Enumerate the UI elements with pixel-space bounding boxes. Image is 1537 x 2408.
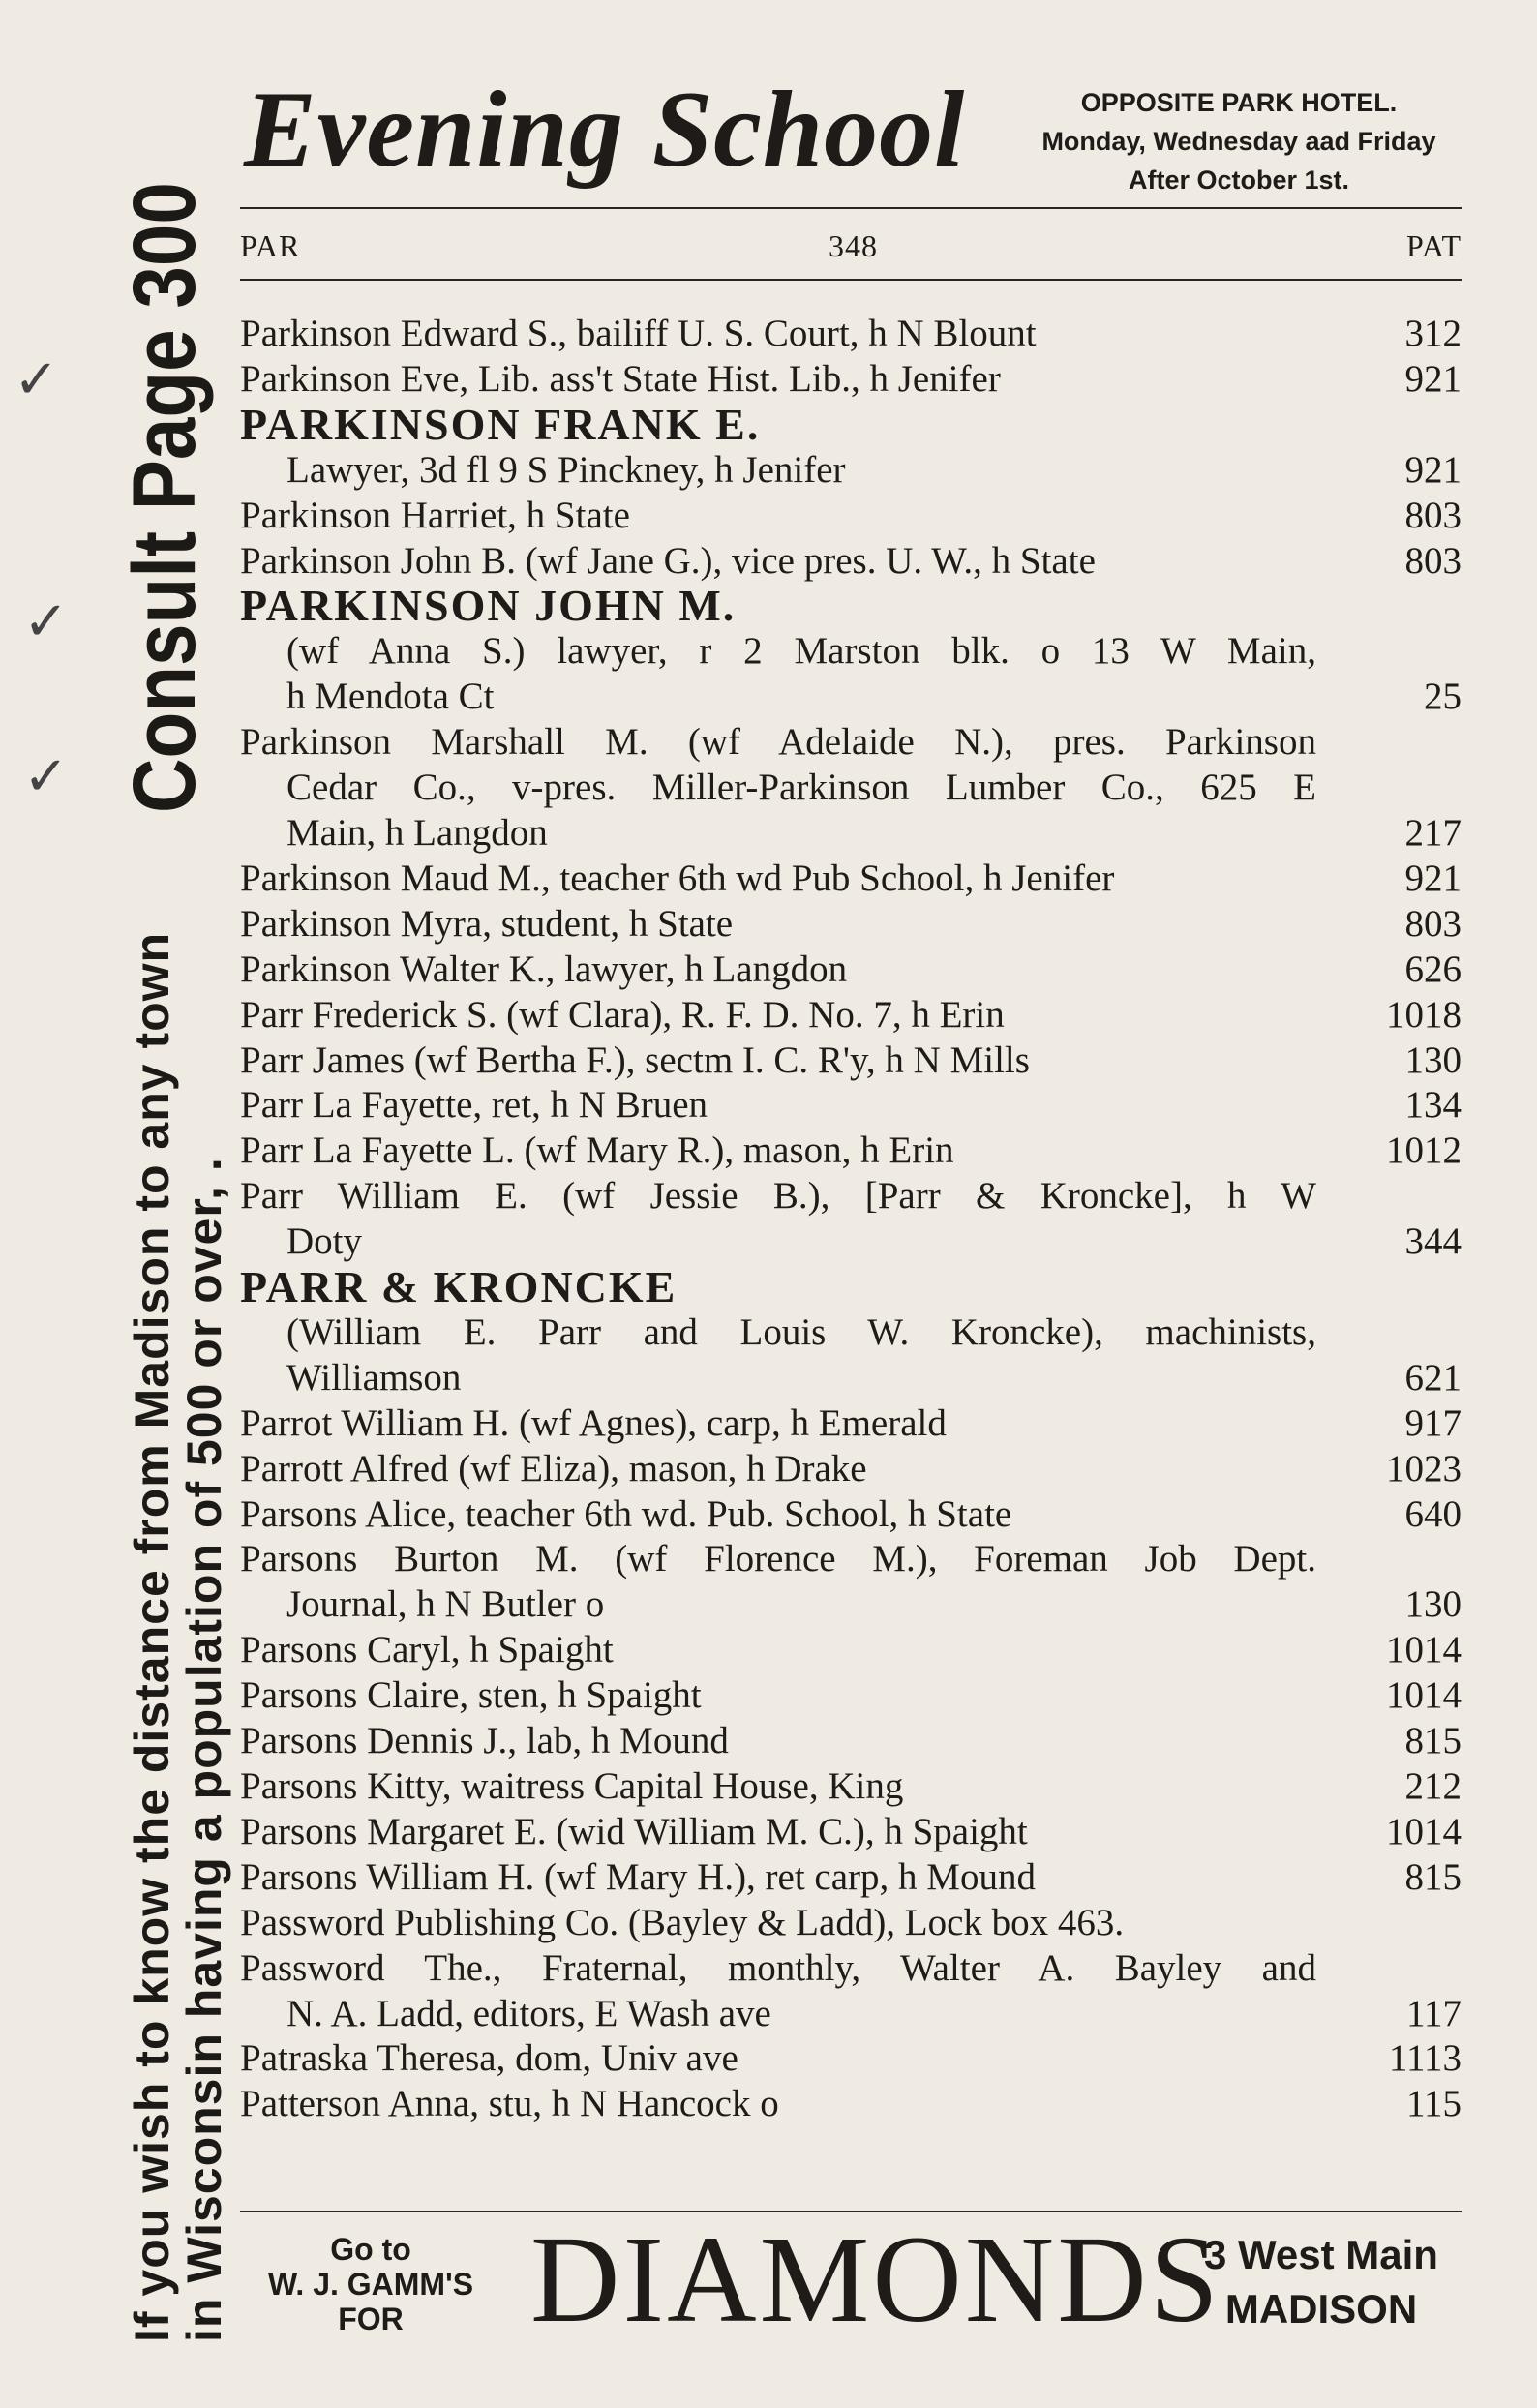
entry-number: 1012 bbox=[1386, 1129, 1462, 1172]
entry-text: Parsons Claire, sten, h Spaight bbox=[240, 1674, 702, 1717]
directory-entry bbox=[240, 1628, 1462, 1673]
entry-line bbox=[240, 1992, 1462, 2037]
directory-entry bbox=[240, 494, 1462, 539]
entry-line bbox=[240, 1356, 1462, 1401]
entry-number: 640 bbox=[1404, 1492, 1462, 1535]
margin-ad-inner: in Wisconsin having a population of 500 or over, . bbox=[177, 1157, 231, 2342]
entry-text: Lawyer, 3d fl 9 S Pinckney, h Jenifer bbox=[286, 448, 846, 491]
header-info bbox=[1016, 83, 1462, 199]
footer-goto bbox=[240, 2232, 501, 2336]
footer-goto-line-1: Go to bbox=[330, 2232, 411, 2267]
entry-number: 917 bbox=[1404, 1401, 1462, 1444]
directory-entry bbox=[240, 2082, 1462, 2127]
entry-number: 921 bbox=[1404, 857, 1462, 899]
directory-entry bbox=[240, 1810, 1462, 1855]
entry-line bbox=[240, 1537, 1462, 1582]
directory-entry bbox=[240, 1855, 1462, 1901]
entry-line bbox=[240, 1719, 1462, 1764]
entry-line bbox=[240, 1310, 1462, 1356]
entry-number: 134 bbox=[1404, 1084, 1462, 1127]
directory-entry bbox=[240, 1174, 1462, 1265]
entry-text: (William E. Parr and Louis W. Kroncke), machinists, bbox=[286, 1310, 1316, 1353]
entry-number: 803 bbox=[1404, 539, 1462, 582]
directory-entry bbox=[240, 1673, 1462, 1719]
entry-text: h Mendota Ct bbox=[286, 676, 495, 718]
entry-text: Parkinson Eve, Lib. ass't State Hist. Lib., h Jenifer bbox=[240, 357, 1001, 400]
entry-text: Parr James (wf Bertha F.), sectm I. C. R'y, h N Mills bbox=[240, 1038, 1030, 1081]
entry-number: 921 bbox=[1404, 357, 1462, 400]
directory-entry bbox=[240, 1083, 1462, 1129]
directory-entry bbox=[240, 357, 1462, 403]
directory-entry bbox=[240, 1262, 1462, 1401]
entry-text: Parr William E. (wf Jessie B.), [Parr & Kroncke], h W bbox=[240, 1175, 1316, 1218]
header-line-1: OPPOSITE PARK HOTEL. bbox=[1080, 88, 1398, 117]
entry-text: PARR & KRONCKE bbox=[240, 1262, 678, 1312]
entry-line bbox=[240, 1810, 1462, 1855]
entry-line bbox=[240, 1673, 1462, 1719]
entry-text: Parkinson John B. (wf Jane G.), vice pres. U. W., h State bbox=[240, 539, 1096, 582]
directory-entry bbox=[240, 2036, 1462, 2082]
page-number: 348 bbox=[829, 228, 878, 263]
directory-entry bbox=[240, 1401, 1462, 1447]
entry-line bbox=[240, 1855, 1462, 1901]
entry-number: 1014 bbox=[1386, 1810, 1462, 1852]
entry-line bbox=[240, 494, 1462, 539]
entry-text: Password The., Fraternal, monthly, Walter A. Bayley and bbox=[240, 1946, 1316, 1989]
entry-number: 217 bbox=[1404, 811, 1462, 854]
entry-line bbox=[240, 1901, 1462, 1946]
entry-number: 130 bbox=[1404, 1038, 1462, 1081]
entry-number: 921 bbox=[1404, 448, 1462, 491]
entry-line bbox=[240, 2036, 1462, 2082]
entry-text: (wf Anna S.) lawyer, r 2 Marston blk. o 13 W Main, bbox=[286, 630, 1316, 673]
running-head-rule bbox=[240, 279, 1462, 281]
entry-number: 130 bbox=[1404, 1583, 1462, 1626]
running-head-right: PAT bbox=[1406, 228, 1462, 263]
entry-text: Parsons Dennis J., lab, h Mound bbox=[240, 1720, 729, 1762]
pencil-check-icon: ✓ bbox=[23, 590, 69, 653]
directory-entry bbox=[240, 1537, 1462, 1628]
header-title: Evening School bbox=[244, 70, 966, 190]
entry-line bbox=[240, 902, 1462, 948]
entry-text: Parkinson Marshall M. (wf Adelaide N.), pres. Parkinson bbox=[240, 721, 1316, 764]
entry-line bbox=[240, 720, 1462, 766]
directory-entry bbox=[240, 948, 1462, 993]
footer-goto-line-2: W. J. GAMM'S bbox=[267, 2267, 474, 2302]
entry-line bbox=[240, 948, 1462, 993]
entry-line bbox=[240, 1764, 1462, 1810]
entry-line bbox=[240, 675, 1462, 720]
entry-line bbox=[240, 1174, 1462, 1219]
entry-text: Parr La Fayette, ret, h N Bruen bbox=[240, 1084, 708, 1127]
entry-text: Journal, h N Butler o bbox=[286, 1583, 605, 1626]
entry-number: 626 bbox=[1404, 948, 1462, 990]
entry-number: 212 bbox=[1404, 1765, 1462, 1807]
entry-number: 1018 bbox=[1386, 993, 1462, 1036]
entry-number: 344 bbox=[1404, 1220, 1462, 1263]
entry-line bbox=[240, 1038, 1462, 1084]
directory-listing bbox=[240, 312, 1462, 2127]
entry-text: Parsons William H. (wf Mary H.), ret carp, h Mound bbox=[240, 1855, 1036, 1898]
entry-line bbox=[240, 1582, 1462, 1628]
entry-text: Parrott Alfred (wf Eliza), mason, h Drake bbox=[240, 1447, 867, 1490]
entry-text: Parr La Fayette L. (wf Mary R.), mason, h Erin bbox=[240, 1129, 954, 1172]
entry-text: Parkinson Harriet, h State bbox=[240, 494, 630, 536]
entry-line bbox=[240, 1129, 1462, 1174]
entry-line bbox=[240, 1401, 1462, 1447]
entry-number: 115 bbox=[1405, 2083, 1462, 2125]
directory-entry bbox=[240, 1901, 1462, 1946]
entry-text: Parsons Burton M. (wf Florence M.), Foreman Job Dept. bbox=[240, 1538, 1316, 1580]
entry-number: 803 bbox=[1404, 902, 1462, 945]
directory-entry bbox=[240, 1719, 1462, 1764]
entry-line bbox=[240, 629, 1462, 675]
directory-entry bbox=[240, 1447, 1462, 1492]
footer-address-line-2: MADISON bbox=[1224, 2286, 1418, 2332]
entry-line bbox=[240, 448, 1462, 494]
entry-number: 1014 bbox=[1386, 1674, 1462, 1717]
directory-entry bbox=[240, 1129, 1462, 1174]
directory-entry bbox=[240, 1038, 1462, 1084]
entry-text: Cedar Co., v-pres. Miller-Parkinson Lumber Co., 625 E bbox=[286, 767, 1316, 809]
entry-line bbox=[240, 1492, 1462, 1538]
entry-text: Main, h Langdon bbox=[286, 811, 548, 854]
entry-text: Parsons Margaret E. (wid William M. C.), h Spaight bbox=[240, 1810, 1028, 1852]
entry-text: Parr Frederick S. (wf Clara), R. F. D. No. 7, h Erin bbox=[240, 993, 1005, 1036]
entry-line bbox=[240, 1628, 1462, 1673]
entry-number: 803 bbox=[1404, 494, 1462, 536]
margin-ad-outer: If you wish to know the distance from Madison to any town bbox=[125, 931, 179, 2342]
footer-diamonds: DIAMONDS bbox=[530, 2211, 1221, 2348]
entry-text: Parsons Kitty, waitress Capital House, King bbox=[240, 1765, 904, 1807]
entry-text: Patterson Anna, stu, h N Hancock o bbox=[240, 2083, 779, 2125]
entry-line bbox=[240, 857, 1462, 902]
entry-line bbox=[240, 357, 1462, 403]
entry-line bbox=[240, 539, 1462, 585]
entry-line bbox=[240, 993, 1462, 1038]
directory-entry bbox=[240, 1492, 1462, 1538]
header-rule bbox=[240, 207, 1462, 209]
directory-entry bbox=[240, 993, 1462, 1038]
entry-text: Williamson bbox=[286, 1356, 462, 1399]
entry-text: Parrot William H. (wf Agnes), carp, h Emerald bbox=[240, 1401, 947, 1444]
entry-text: Parkinson Edward S., bailiff U. S. Court, h N Blount bbox=[240, 313, 1037, 354]
directory-entry bbox=[240, 312, 1462, 357]
entry-number: 1113 bbox=[1388, 2037, 1462, 2080]
directory-entry bbox=[240, 581, 1462, 720]
directory-entry bbox=[240, 902, 1462, 948]
directory-entry bbox=[240, 399, 1462, 494]
entry-text: PARKINSON JOHN M. bbox=[240, 581, 737, 631]
pencil-check-icon: ✓ bbox=[14, 348, 59, 411]
entry-number: 312 bbox=[1404, 313, 1462, 354]
entry-number: 25 bbox=[1424, 676, 1462, 718]
entry-text: Parkinson Walter K., lawyer, h Langdon bbox=[240, 948, 848, 990]
entry-line bbox=[240, 312, 1462, 357]
entry-line bbox=[240, 1946, 1462, 1992]
running-head-left: PAR bbox=[240, 228, 301, 263]
directory-entry bbox=[240, 539, 1462, 585]
entry-text: Patraska Theresa, dom, Univ ave bbox=[240, 2037, 738, 2080]
directory-entry bbox=[240, 1946, 1462, 2037]
entry-number: 117 bbox=[1405, 1992, 1462, 2034]
entry-heading bbox=[240, 581, 1462, 631]
footer-address bbox=[1176, 2228, 1466, 2336]
entry-text: Password Publishing Co. (Bayley & Ladd), Lock box 463. bbox=[240, 1901, 1125, 1943]
entry-number: 815 bbox=[1404, 1855, 1462, 1898]
entry-number: 815 bbox=[1404, 1720, 1462, 1762]
entry-number: 1023 bbox=[1386, 1447, 1462, 1490]
entry-number: 1014 bbox=[1386, 1629, 1462, 1671]
header-line-3: After October 1st. bbox=[1128, 166, 1350, 195]
entry-line bbox=[240, 1083, 1462, 1129]
footer-address-line-1: 3 West Main bbox=[1204, 2232, 1438, 2277]
directory-entry bbox=[240, 720, 1462, 857]
entry-line bbox=[240, 1219, 1462, 1265]
header-line-2: Monday, Wednesday aad Friday bbox=[1041, 127, 1436, 156]
pencil-check-icon: ✓ bbox=[23, 745, 69, 808]
entry-line bbox=[240, 766, 1462, 811]
entry-text: Parsons Caryl, h Spaight bbox=[240, 1629, 614, 1671]
directory-entry bbox=[240, 1764, 1462, 1810]
entry-heading bbox=[240, 1262, 1462, 1312]
entry-text: Parkinson Myra, student, h State bbox=[240, 902, 734, 945]
entry-line bbox=[240, 2082, 1462, 2127]
margin-consult-page: Consult Page 300 bbox=[115, 182, 214, 814]
footer-goto-line-3: FOR bbox=[338, 2302, 404, 2336]
entry-text: Doty bbox=[286, 1220, 362, 1263]
entry-line bbox=[240, 811, 1462, 857]
entry-line bbox=[240, 1447, 1462, 1492]
entry-number: 621 bbox=[1404, 1356, 1462, 1399]
entry-text: N. A. Ladd, editors, E Wash ave bbox=[286, 1992, 771, 2034]
entry-text: Parkinson Maud M., teacher 6th wd Pub School, h Jenifer bbox=[240, 857, 1115, 899]
entry-text: PARKINSON FRANK E. bbox=[240, 399, 761, 449]
directory-entry bbox=[240, 857, 1462, 902]
entry-text: Parsons Alice, teacher 6th wd. Pub. School, h State bbox=[240, 1492, 1012, 1535]
entry-heading bbox=[240, 399, 1462, 449]
